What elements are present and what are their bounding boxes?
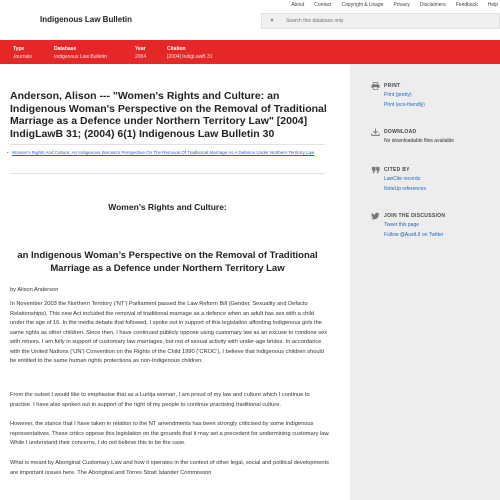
sidebar <box>350 64 500 500</box>
download-heading: DOWNLOAD <box>384 129 417 135</box>
search-box[interactable] <box>261 13 500 29</box>
chevron-down-icon[interactable]: ▼ <box>269 18 275 24</box>
nav-about-link[interactable]: About <box>291 2 305 8</box>
print-pretty-link[interactable]: Print (pretty) <box>384 92 412 98</box>
cited-by-section <box>384 166 494 194</box>
meta-type-label: Type <box>13 46 25 52</box>
bullet-icon: • <box>7 150 9 155</box>
paragraph-4: What is meant by Aboriginal Customary Law and how it operates in the context of other legal, social and political developments are important issues here. The Aboriginal and Torres Strait Islander Commission <box>10 460 329 476</box>
site-header <box>0 0 500 40</box>
download-section <box>384 128 494 146</box>
download-status: No downloadable files available <box>384 138 455 144</box>
divider <box>10 173 325 174</box>
quote-icon <box>371 166 380 174</box>
meta-citation-label: Citation <box>167 46 186 52</box>
meta-citation <box>167 45 213 61</box>
discussion-section <box>384 212 494 240</box>
article-heading-1: Women’s Rights and Culture: <box>108 202 227 212</box>
printer-icon <box>371 82 380 90</box>
nav-feedback-link[interactable]: Feedback <box>455 2 478 8</box>
nav-contact-link[interactable]: Contact <box>314 2 332 8</box>
nav-disclaimers-link[interactable]: Disclaimers <box>419 2 446 8</box>
article-main <box>0 64 350 500</box>
metadata-band <box>0 40 500 64</box>
search-input[interactable] <box>282 18 482 24</box>
lawcite-link[interactable]: LawCite records <box>384 176 421 182</box>
twitter-icon <box>371 212 380 220</box>
discussion-heading: JOIN THE DISCUSSION <box>384 213 446 219</box>
meta-type-value[interactable]: Journals <box>13 54 32 60</box>
meta-type <box>13 45 32 61</box>
meta-citation-value: [2004] IndigLawB 31 <box>167 54 213 60</box>
toc-link-text[interactable]: Women's Rights And Culture: An Indigenous Woman's Perspective On The Removal Of Traditional Marriage As A Defence Under Northern Territory Law <box>12 150 315 155</box>
document-title: Anderson, Alison --- "Women's Rights and Culture: an Indigenous Woman's Perspective on the Removal of Traditional Marriage as a Defence under Northern Territory Law" [2004] IndigLawB 31; (2004) 6(1) Indigenous Law Bulletin 30 <box>10 90 327 140</box>
meta-database-label: Database <box>54 46 77 52</box>
print-section <box>384 82 494 110</box>
meta-year <box>135 45 146 61</box>
meta-database-value[interactable]: Indigenous Law Bulletin <box>54 54 107 60</box>
download-icon <box>371 128 380 136</box>
divider <box>10 144 325 145</box>
top-utility-nav <box>291 0 500 10</box>
noteup-link[interactable]: NoteUp references <box>384 186 426 192</box>
nav-help-link[interactable]: Help <box>487 2 498 8</box>
follow-twitter-link[interactable]: Follow @AustLII on Twitter <box>384 232 444 238</box>
site-title[interactable]: Indigenous Law Bulletin <box>40 15 132 24</box>
byline: by Alison Anderson <box>10 287 59 293</box>
print-heading: PRINT <box>384 83 401 89</box>
meta-year-label: Year <box>135 46 146 52</box>
print-eco-link[interactable]: Print (eco-friendly) <box>384 102 425 108</box>
paragraph-3: However, the stance that I have taken in relation to the NT amendments has been strongly criticised by some Indigenous representatives. These critics oppose this legislation on the grounds that it may set a precedent for undermining customary law. While I understand their concerns, I do not believe this to be the case. <box>10 421 330 446</box>
nav-copyright-link[interactable]: Copyright & Usage <box>341 2 384 8</box>
paragraph-2: From the outset I would like to emphasise that as a Luritja woman, I am proud of my law and culture which I continue to practise. I have also spoken out in support of the right of my people to continue practising traditional culture. <box>10 392 310 408</box>
tweet-link[interactable]: Tweet this page <box>384 222 420 228</box>
toc-link[interactable] <box>7 149 327 156</box>
cited-by-heading: CITED BY <box>384 167 410 173</box>
meta-database <box>54 45 107 61</box>
meta-year-value[interactable]: 2004 <box>135 54 147 60</box>
article-heading-2: an Indigenous Woman’s Perspective on the Removal of Traditional Marriage as a Defence under Northern Territory Law <box>17 250 318 274</box>
nav-privacy-link[interactable]: Privacy <box>393 2 410 8</box>
paragraph-1: In November 2003 the Northern Territory (‘NT’) Parliament passed the Law Reform Bill (Gender, Sexuality and Defacto Relationships). This new Act included the removal of traditional marriage as a defence when an adult has sex with a child under the age of 16. In the media debate that followed, I spoke out in support of this legislation affording Indigenous girls the same rights as other children. Since then, I have continued publicly oppose using customary law as an excuse to condone sex with minors. I am fully in support of customary law marriages, but not of sexual activity with under-age brides. In accordance with the United Nations (‘UN’) Convention on the Rights of the Child 1990 (‘CROC’), I believe that Indigenous children should be entitled to the same human rights protections as non-Indigenous children. <box>10 301 328 364</box>
